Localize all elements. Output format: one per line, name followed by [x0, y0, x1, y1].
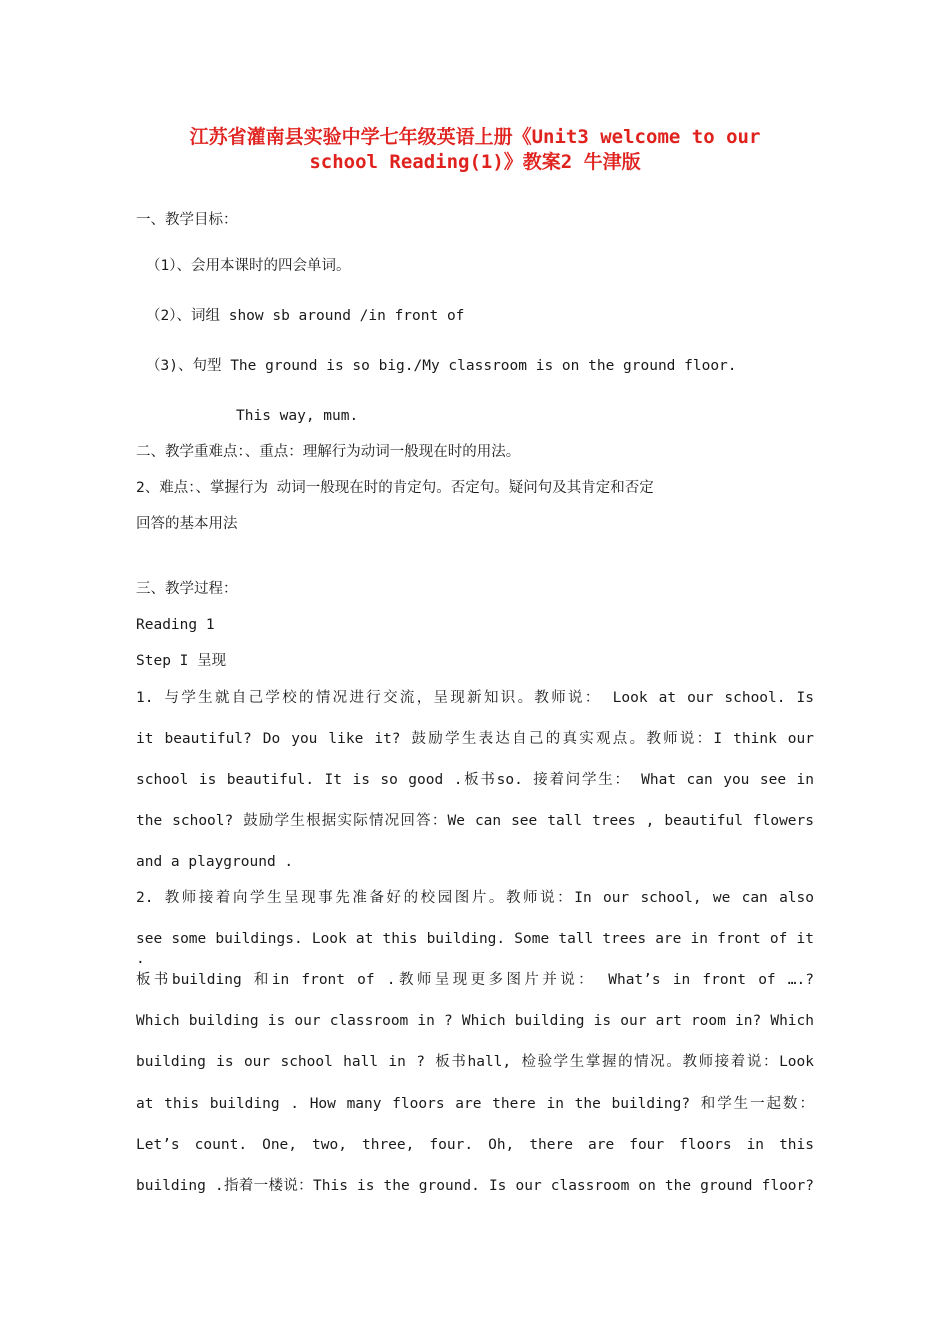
objective-item-3-continued: This way, mum. [236, 408, 359, 424]
paragraph-2-line: 2. 教师接着向学生呈现事先准备好的校园图片。教师说：In our school, we can also [136, 890, 814, 906]
section-3-heading: 三、教学过程： [136, 581, 238, 597]
step-label: Step I 呈现 [136, 653, 227, 669]
document-title-line-1: 江苏省灌南县实验中学七年级英语上册《Unit3 welcome to our [189, 126, 761, 148]
paragraph-1-line: the school? 鼓励学生根据实际情况回答：We can see tall trees , beautiful flowers [136, 813, 814, 829]
paragraph-2-line: building .指着一楼说：This is the ground. Is our classroom on the ground floor? [136, 1178, 814, 1194]
objective-item-3: （3)、句型 The ground is so big./My classroom is on the ground floor. [146, 358, 737, 374]
difficult-points-line: 2、难点：、掌握行为 动词一般现在时的肯定句。否定句。疑问句及其肯定和否定 [136, 480, 654, 496]
objective-item-2: （2）、词组 show sb around /in front of [146, 308, 465, 324]
paragraph-2-line: Which building is our classroom in ? Which building is our art room in? Which [136, 1013, 814, 1029]
paragraph-1-line: and a playground . [136, 854, 294, 870]
paragraph-2-line: at this building . How many floors are there in the building? 和学生一起数： [136, 1096, 814, 1112]
paragraph-1-line: it beautiful? Do you like it? 鼓励学生表达自己的真实观点。教师说：I think our [136, 731, 814, 747]
objective-item-1: （1）、会用本课时的四会单词。 [146, 258, 351, 274]
paragraph-1-line: school is beautiful. It is so good .板书so. 接着问学生： What can you see in [136, 772, 814, 788]
paragraph-2-line: Let’s count. One, two, three, four. Oh, there are four floors in this [136, 1137, 814, 1153]
document-title-line-2: school Reading(1)》教案2 牛津版 [309, 151, 641, 173]
paragraph-2-line: see some buildings. Look at this building. Some tall trees are in front of it . [136, 931, 814, 967]
section-1-heading: 一、教学目标： [136, 212, 238, 228]
paragraph-2-line: building is our school hall in ? 板书hall, 检验学生掌握的情况。教师接着说：Look [136, 1054, 814, 1070]
difficult-points-line-continued: 回答的基本用法 [136, 516, 238, 532]
paragraph-1-line: 1. 与学生就自己学校的情况进行交流，呈现新知识。教师说： Look at our school. Is [136, 690, 814, 706]
paragraph-2-line: 板书building 和in front of .教师呈现更多图片并说： What’s in front of ….? [136, 972, 814, 988]
key-points-line: 二、教学重难点：、重点：理解行为动词一般现在时的用法。 [136, 444, 521, 460]
reading-label: Reading 1 [136, 617, 215, 633]
